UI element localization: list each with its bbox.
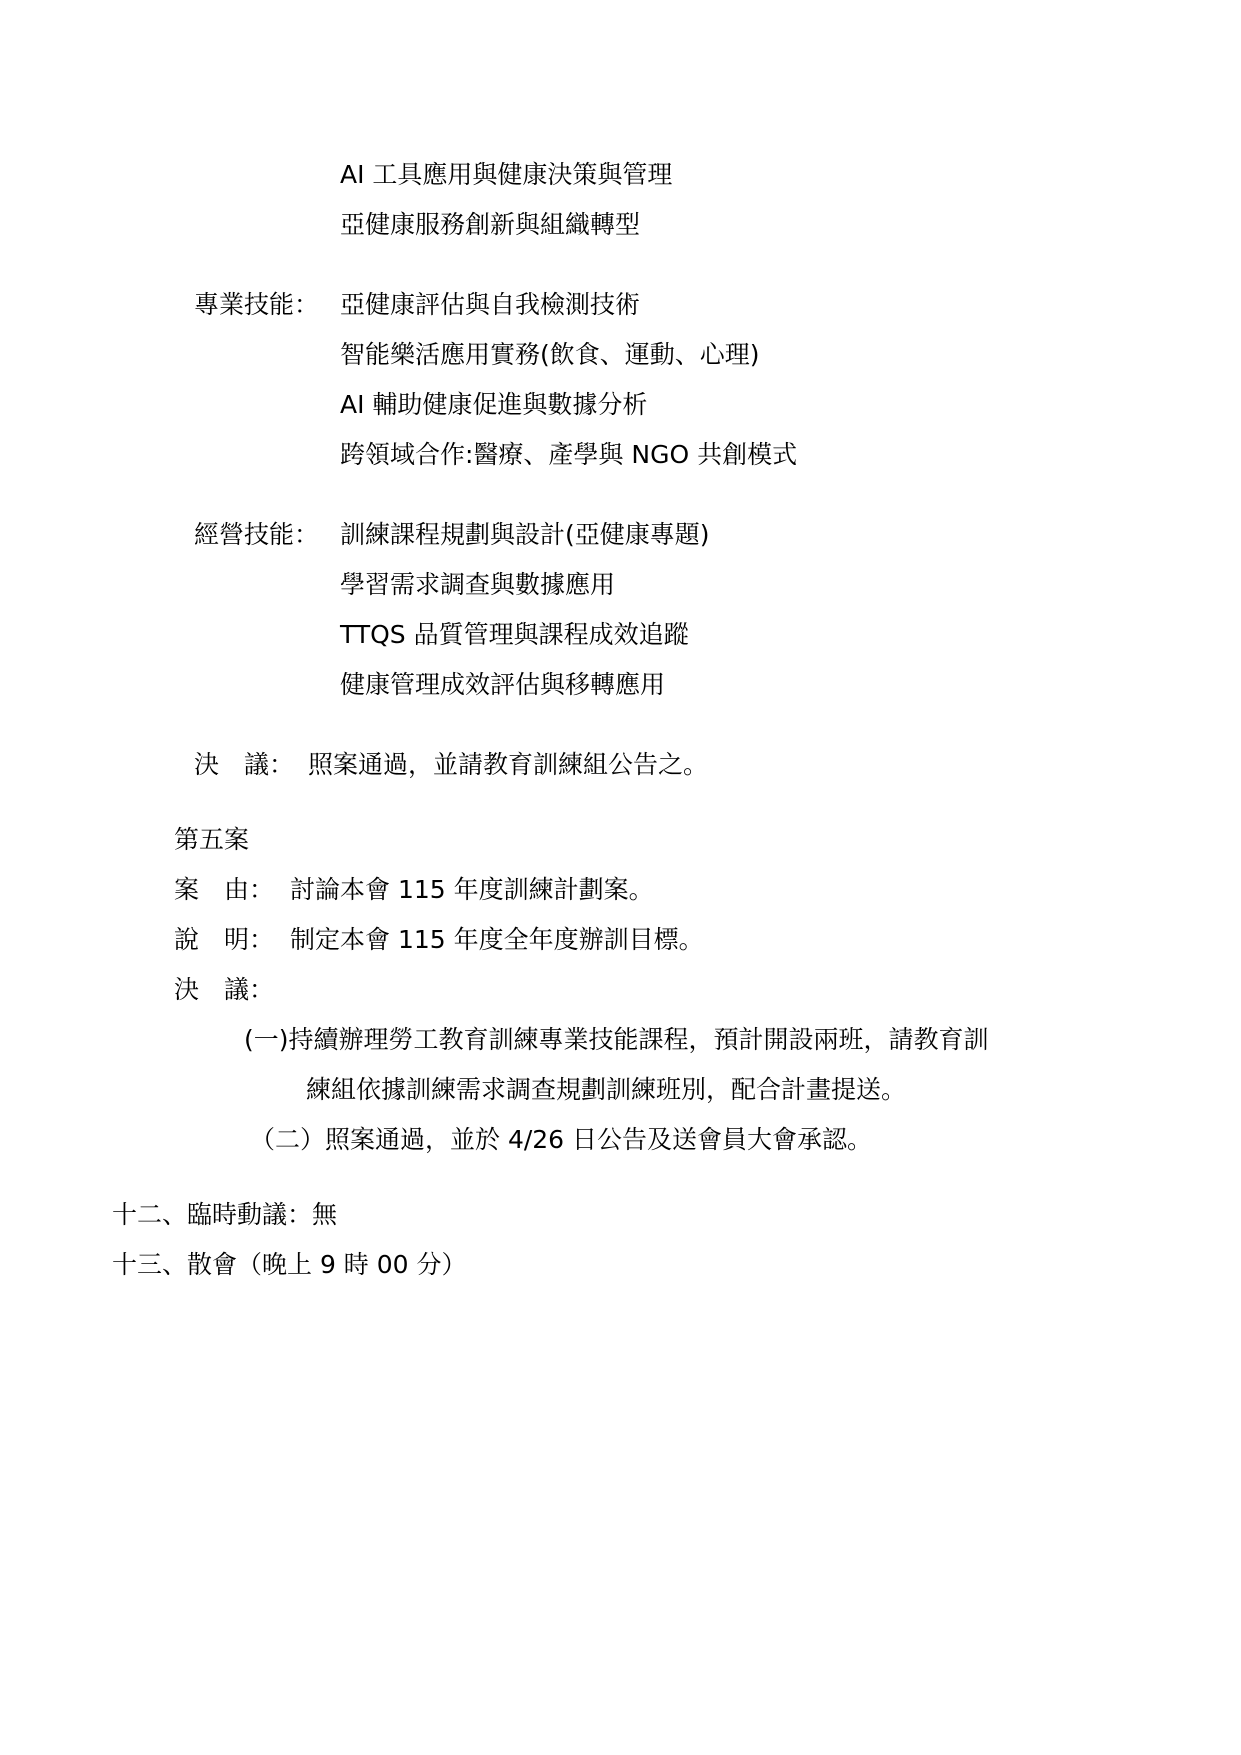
- case-resolution-label: 決 議：: [174, 975, 275, 1004]
- section-extempore-motions: 十二、臨時動議：無: [112, 1200, 338, 1229]
- resolution-label: 決 議：: [194, 750, 295, 779]
- case-explanation-label: 說 明：: [174, 925, 275, 954]
- case-explanation-text: 制定本會 115 年度全年度辦訓目標。: [290, 925, 704, 954]
- management-skills-label: 經營技能：: [194, 520, 320, 549]
- professional-skills-label: 專業技能：: [194, 290, 320, 319]
- resolution-item: （二）照案通過，並於 4/26 日公告及送會員大會承認。: [250, 1125, 873, 1154]
- professional-skill-item: 跨領域合作:醫療、產學與 NGO 共創模式: [340, 440, 798, 469]
- section-adjournment: 十三、散會（晚上 9 時 00 分）: [112, 1250, 467, 1279]
- case-reason-text: 討論本會 115 年度訓練計劃案。: [290, 875, 654, 904]
- professional-skill-item: 智能樂活應用實務(飲食、運動、心理): [340, 340, 760, 369]
- continued-item: 亞健康服務創新與組織轉型: [340, 210, 641, 239]
- continued-item: AI 工具應用與健康決策與管理: [340, 160, 673, 189]
- resolution-item: (一)持續辦理勞工教育訓練專業技能課程，預計開設兩班，請教育訓: [244, 1025, 989, 1054]
- management-skill-item: 健康管理成效評估與移轉應用: [340, 670, 666, 699]
- resolution-text: 照案通過，並請教育訓練組公告之。: [308, 750, 709, 779]
- management-skill-item: 學習需求調查與數據應用: [340, 570, 616, 599]
- professional-skill-item: 亞健康評估與自我檢測技術: [340, 290, 641, 319]
- management-skill-item: TTQS 品質管理與課程成效追蹤: [340, 620, 689, 649]
- management-skill-item: 訓練課程規劃與設計(亞健康專題): [340, 520, 710, 549]
- case-reason-label: 案 由：: [174, 875, 275, 904]
- professional-skill-item: AI 輔助健康促進與數據分析: [340, 390, 648, 419]
- resolution-item-continued: 練組依據訓練需求調查規劃訓練班別，配合計畫提送。: [306, 1075, 907, 1104]
- case-title: 第五案: [174, 825, 250, 854]
